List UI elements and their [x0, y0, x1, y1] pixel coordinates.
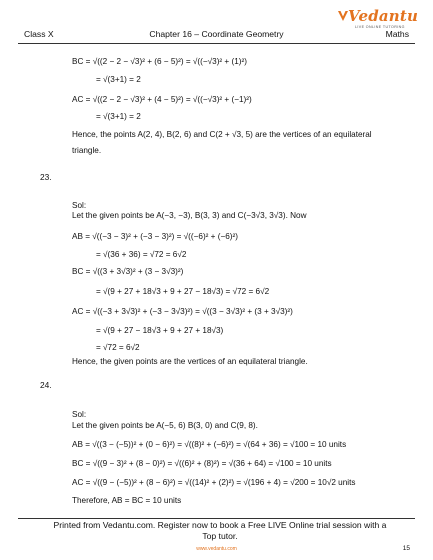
q24-sol-label: Sol:	[72, 410, 87, 419]
bc-line: BC = √((2 − 2 − √3)² + (6 − 5)²) = √((−√3)² + (1)²)	[72, 57, 247, 66]
ac-result: = √(3+1) = 2	[96, 112, 141, 121]
header-chapter: Chapter 16 – Coordinate Geometry	[149, 29, 284, 39]
bc-result: = √(3+1) = 2	[96, 75, 141, 84]
q24-ab: AB = √((3 − (−5))² + (0 − 6)²) = √((8)² + (−6)²) = √(64 + 36) = √100 = 10 units	[72, 440, 347, 449]
header-subject: Maths	[385, 29, 409, 39]
q23-ab: AB = √((−3 − 3)² + (−3 − 3)²) = √((−6)² + (−6)²)	[72, 232, 238, 241]
q24-ac: AC = √((9 − (−5))² + (8 − 6)²) = √((14)² + (2)²) = √(196 + 4) = √200 = 10√2 units	[72, 478, 356, 487]
ac-line: AC = √((2 − 2 − √3)² + (4 − 5)²) = √((−√3)² + (−1)²)	[72, 95, 252, 104]
footer-promo-line-1: Printed from Vedantu.com. Register now to book a Free LIVE Online trial session with a	[53, 520, 387, 530]
page-number: 15	[402, 545, 410, 552]
footer-url[interactable]: www.vedantu.com	[196, 546, 237, 552]
q23-ac-result: = √72 = 6√2	[96, 343, 140, 352]
q23-given: Let the given points be A(−3, −3), B(3, 3) and C(−3√3, 3√3). Now	[72, 211, 307, 220]
conclusion-line-2: triangle.	[72, 146, 102, 155]
q23-ab-result: = √(36 + 36) = √72 = 6√2	[96, 250, 187, 259]
q23-ac: AC = √((−3 + 3√3)² + (−3 − 3√3)²) = √((3 − 3√3)² + (3 + 3√3)²)	[72, 307, 293, 316]
q23-bc: BC = √((3 + 3√3)² + (3 − 3√3)²)	[72, 267, 184, 276]
logo-tagline: LIVE ONLINE TUTORING	[355, 25, 405, 29]
conclusion-line: Hence, the points A(2, 4), B(2, 6) and C(2 + √3, 5) are the vertices of an equilateral	[72, 130, 372, 139]
header-class: Class X	[24, 29, 54, 39]
q24-given: Let the given points be A(−5, 6) B(3, 0) and C(9, 8).	[72, 421, 258, 430]
footer-promo	[40, 520, 400, 542]
footer-promo-line-2: Top tutor.	[202, 531, 238, 541]
q23-bc-result: = √(9 + 27 + 18√3 + 9 + 27 − 18√3) = √72 = 6√2	[96, 287, 270, 296]
q23-ac-expand: = √(9 + 27 − 18√3 + 9 + 27 + 18√3)	[96, 326, 224, 335]
vedantu-logo	[336, 6, 419, 34]
question-number-24: 24.	[40, 380, 52, 390]
q23-conclusion: Hence, the given points are the vertices of an equilateral triangle.	[72, 357, 308, 366]
logo-wordmark: Vedantu	[348, 7, 419, 25]
footer-divider	[18, 518, 415, 519]
header-divider	[18, 43, 415, 44]
q23-sol-label: Sol:	[72, 201, 87, 210]
question-number-23: 23.	[40, 172, 52, 182]
q24-bc: BC = √((9 − 3)² + (8 − 0)²) = √((6)² + (8)²) = √(36 + 64) = √100 = 10 units	[72, 459, 332, 468]
q24-conclusion: Therefore, AB = BC = 10 units	[72, 496, 182, 505]
